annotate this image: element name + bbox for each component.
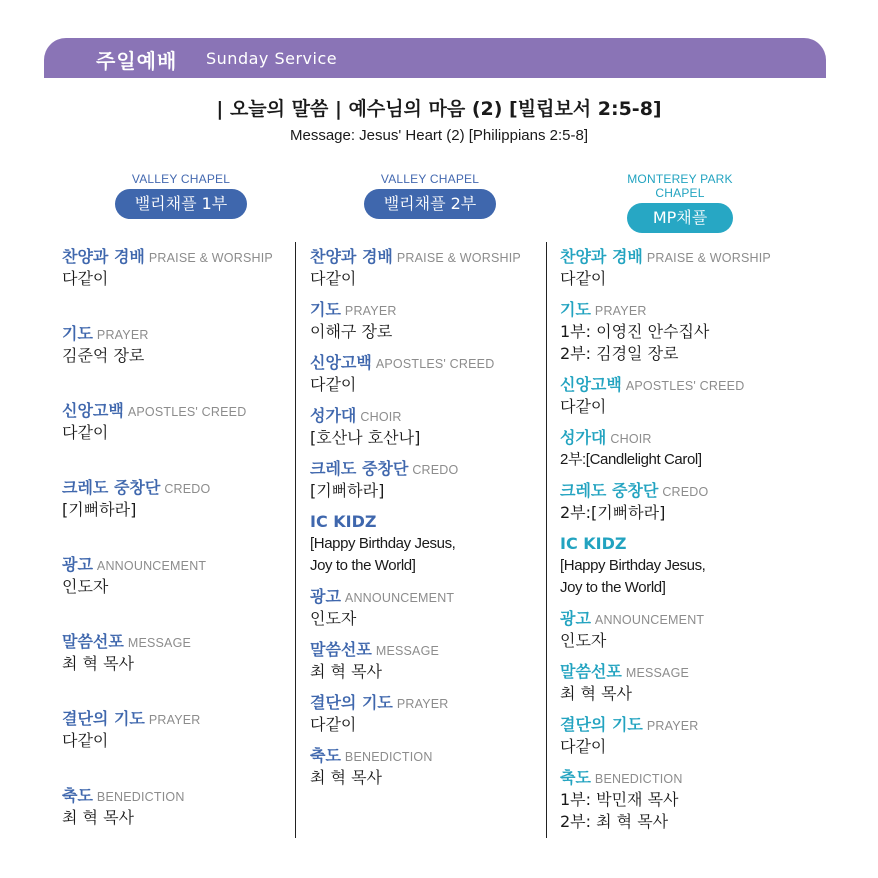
service-item-leader: 인도자 (62, 577, 109, 596)
service-item-heading (62, 631, 273, 653)
service-item (310, 352, 521, 396)
service-item-title: 크레도 중창단 (62, 478, 161, 497)
service-item-title: 기도 (560, 300, 591, 319)
chapel-header-2 (355, 172, 505, 219)
service-item-title: 성가대 (310, 406, 357, 425)
service-item-heading (560, 480, 771, 502)
service-item-title: 결단의 기도 (62, 709, 145, 728)
service-item-leader: Joy to the World] (560, 579, 666, 596)
chapel-english-name: VALLEY CHAPEL (380, 172, 480, 186)
service-item-title: 찬양과 경배 (62, 247, 145, 266)
service-item (310, 639, 521, 683)
service-item-leader: 최 혁 목사 (62, 808, 134, 827)
service-item-leader: 2부:[Candlelight Carol] (560, 451, 702, 468)
column-divider (546, 242, 547, 838)
service-item (62, 246, 273, 323)
service-item-english: ANNOUNCEMENT (594, 613, 705, 627)
order-column-2 (310, 246, 521, 798)
service-item-leader: 다같이 (310, 375, 357, 394)
service-item-title: 말씀선포 (560, 662, 622, 681)
service-item (62, 708, 273, 785)
column-divider (295, 242, 296, 838)
service-item-heading (62, 785, 273, 807)
service-item-leader: 최 혁 목사 (310, 662, 382, 681)
service-item-english: PRAYER (148, 713, 201, 727)
service-item-title: 신앙고백 (310, 353, 372, 372)
service-item (62, 400, 273, 477)
service-item-leader: 최 혁 목사 (560, 684, 632, 703)
service-item-heading (310, 745, 521, 767)
service-item (560, 661, 771, 705)
service-item (310, 299, 521, 343)
service-item-title: 찬양과 경배 (310, 247, 393, 266)
service-item-leader: 다같이 (310, 715, 357, 734)
service-item-heading (560, 661, 771, 683)
service-item (560, 533, 771, 599)
service-item-heading (62, 323, 273, 345)
service-item (310, 586, 521, 630)
service-item-heading (310, 511, 521, 533)
service-item-leader: 다같이 (62, 269, 109, 288)
service-item-english: CREDO (662, 485, 709, 499)
service-item (62, 785, 273, 862)
service-item-english: ANNOUNCEMENT (344, 591, 455, 605)
service-item (560, 767, 771, 833)
chapel-badge: 밸리채플 1부 (115, 189, 248, 219)
service-item-leader: [기뻐하라] (310, 481, 385, 500)
service-item (310, 458, 521, 502)
service-item-heading (310, 299, 521, 321)
service-item-english: PRAYER (96, 328, 149, 342)
service-item (560, 427, 771, 471)
service-item-english: PRAYER (594, 304, 647, 318)
service-item-english: CREDO (164, 482, 211, 496)
service-item-heading (310, 692, 521, 714)
service-item-leader: 1부: 이영진 안수집사 (560, 322, 710, 341)
service-item-title: 기도 (310, 300, 341, 319)
chapel-english-name: VALLEY CHAPEL (131, 172, 231, 186)
service-item-english: APOSTLES' CREED (127, 405, 247, 419)
order-column-3 (560, 246, 771, 842)
service-item-title: 기도 (62, 324, 93, 343)
service-item-leader: [Happy Birthday Jesus, (560, 557, 706, 574)
service-item-leader: 2부:[기뻐하라] (560, 503, 666, 522)
chapel-badge: 밸리채플 2부 (364, 189, 497, 219)
service-item-heading (560, 767, 771, 789)
service-item-leader: 다같이 (62, 731, 109, 750)
service-item-title: 찬양과 경배 (560, 247, 643, 266)
service-item-heading (310, 586, 521, 608)
service-item-heading (560, 714, 771, 736)
header-bar (44, 38, 826, 78)
service-item-leader: 다같이 (62, 423, 109, 442)
service-item-leader: 2부: 김경일 장로 (560, 344, 679, 363)
service-item-leader: 이해구 장로 (310, 322, 393, 341)
service-item (560, 299, 771, 365)
service-item-leader: 최 혁 목사 (310, 768, 382, 787)
chapel-header-1 (106, 172, 256, 219)
chapel-badge: MP채플 (627, 203, 733, 233)
service-item-leader: [호산나 호산나] (310, 428, 421, 447)
service-item-title: 광고 (62, 555, 93, 574)
service-item (310, 405, 521, 449)
service-item-title: 광고 (310, 587, 341, 606)
service-item-english: PRAISE & WORSHIP (646, 251, 771, 265)
service-item-leader: 인도자 (310, 609, 357, 628)
service-item-english: CHOIR (360, 410, 402, 424)
service-item-title: 신앙고백 (62, 401, 124, 420)
service-item-english: PRAISE & WORSHIP (148, 251, 273, 265)
service-item (62, 554, 273, 631)
service-item (310, 246, 521, 290)
service-item (310, 511, 521, 577)
service-item-english: PRAYER (646, 719, 699, 733)
service-item-leader: 다같이 (560, 269, 607, 288)
header-title: 주일예배 (96, 49, 178, 73)
service-item (310, 692, 521, 736)
service-item-english: BENEDICTION (344, 750, 433, 764)
service-item-leader: [기뻐하라] (62, 500, 137, 519)
service-item-english: MESSAGE (375, 644, 440, 658)
service-item (62, 477, 273, 554)
service-item-title: 말씀선포 (62, 632, 124, 651)
service-item-title: IC KIDZ (560, 534, 627, 553)
service-item-leader: 다같이 (560, 397, 607, 416)
service-item (560, 374, 771, 418)
service-item-heading (560, 427, 771, 449)
service-item-leader: 1부: 박민재 목사 (560, 790, 679, 809)
service-item-heading (560, 533, 771, 555)
message-title: | 오늘의 말씀 | 예수님의 마음 (2) [빌립보서 2:5-8] (216, 98, 662, 120)
service-item-leader: 인도자 (560, 631, 607, 650)
service-item-title: 신앙고백 (560, 375, 622, 394)
header-subtitle: Sunday Service (206, 49, 338, 68)
service-item-english: CHOIR (610, 432, 652, 446)
service-item-english: PRAISE & WORSHIP (396, 251, 521, 265)
service-item-english: PRAYER (396, 697, 449, 711)
service-item (62, 631, 273, 708)
service-item-heading (310, 458, 521, 480)
service-item-heading (62, 400, 273, 422)
service-item-heading (62, 246, 273, 268)
service-item-english: APOSTLES' CREED (625, 379, 745, 393)
service-item-heading (560, 299, 771, 321)
service-item (560, 608, 771, 652)
service-item-title: 축도 (62, 786, 93, 805)
service-item-heading (62, 708, 273, 730)
service-item-heading (62, 554, 273, 576)
service-item-heading (560, 374, 771, 396)
service-item-leader: 김준억 장로 (62, 346, 145, 365)
service-item-english: CREDO (412, 463, 459, 477)
service-item-english: MESSAGE (625, 666, 690, 680)
service-item-heading (560, 246, 771, 268)
service-item (310, 745, 521, 789)
service-item-english: PRAYER (344, 304, 397, 318)
service-item-title: 광고 (560, 609, 591, 628)
service-item (560, 246, 771, 290)
service-item-english: ANNOUNCEMENT (96, 559, 207, 573)
service-item (560, 480, 771, 524)
service-item-heading (310, 405, 521, 427)
service-item (62, 323, 273, 400)
service-item-heading (62, 477, 273, 499)
service-item-title: 크레도 중창단 (560, 481, 659, 500)
service-item-english: BENEDICTION (594, 772, 683, 786)
service-item-title: IC KIDZ (310, 512, 377, 531)
service-item-title: 축도 (560, 768, 591, 787)
service-item-heading (310, 246, 521, 268)
service-item-heading (310, 639, 521, 661)
chapel-english-name: MONTEREY PARK CHAPEL (627, 172, 733, 200)
service-item (560, 714, 771, 758)
service-item-title: 성가대 (560, 428, 607, 447)
service-item-leader: 다같이 (560, 737, 607, 756)
service-item-leader: [Happy Birthday Jesus, (310, 535, 456, 552)
chapel-header-3 (605, 172, 755, 233)
service-item-leader: 다같이 (310, 269, 357, 288)
service-item-english: MESSAGE (127, 636, 192, 650)
message-subtitle: Message: Jesus' Heart (2) [Philippians 2:5-8] (289, 127, 588, 144)
service-item-title: 축도 (310, 746, 341, 765)
service-item-english: APOSTLES' CREED (375, 357, 495, 371)
service-item-heading (560, 608, 771, 630)
service-item-title: 결단의 기도 (560, 715, 643, 734)
service-item-leader: 2부: 최 혁 목사 (560, 812, 669, 831)
service-item-heading (310, 352, 521, 374)
service-item-leader: 최 혁 목사 (62, 654, 134, 673)
service-item-leader: Joy to the World] (310, 557, 416, 574)
service-item-title: 결단의 기도 (310, 693, 393, 712)
service-item-english: BENEDICTION (96, 790, 185, 804)
service-item-title: 크레도 중창단 (310, 459, 409, 478)
order-column-1 (62, 246, 273, 862)
service-item-title: 말씀선포 (310, 640, 372, 659)
